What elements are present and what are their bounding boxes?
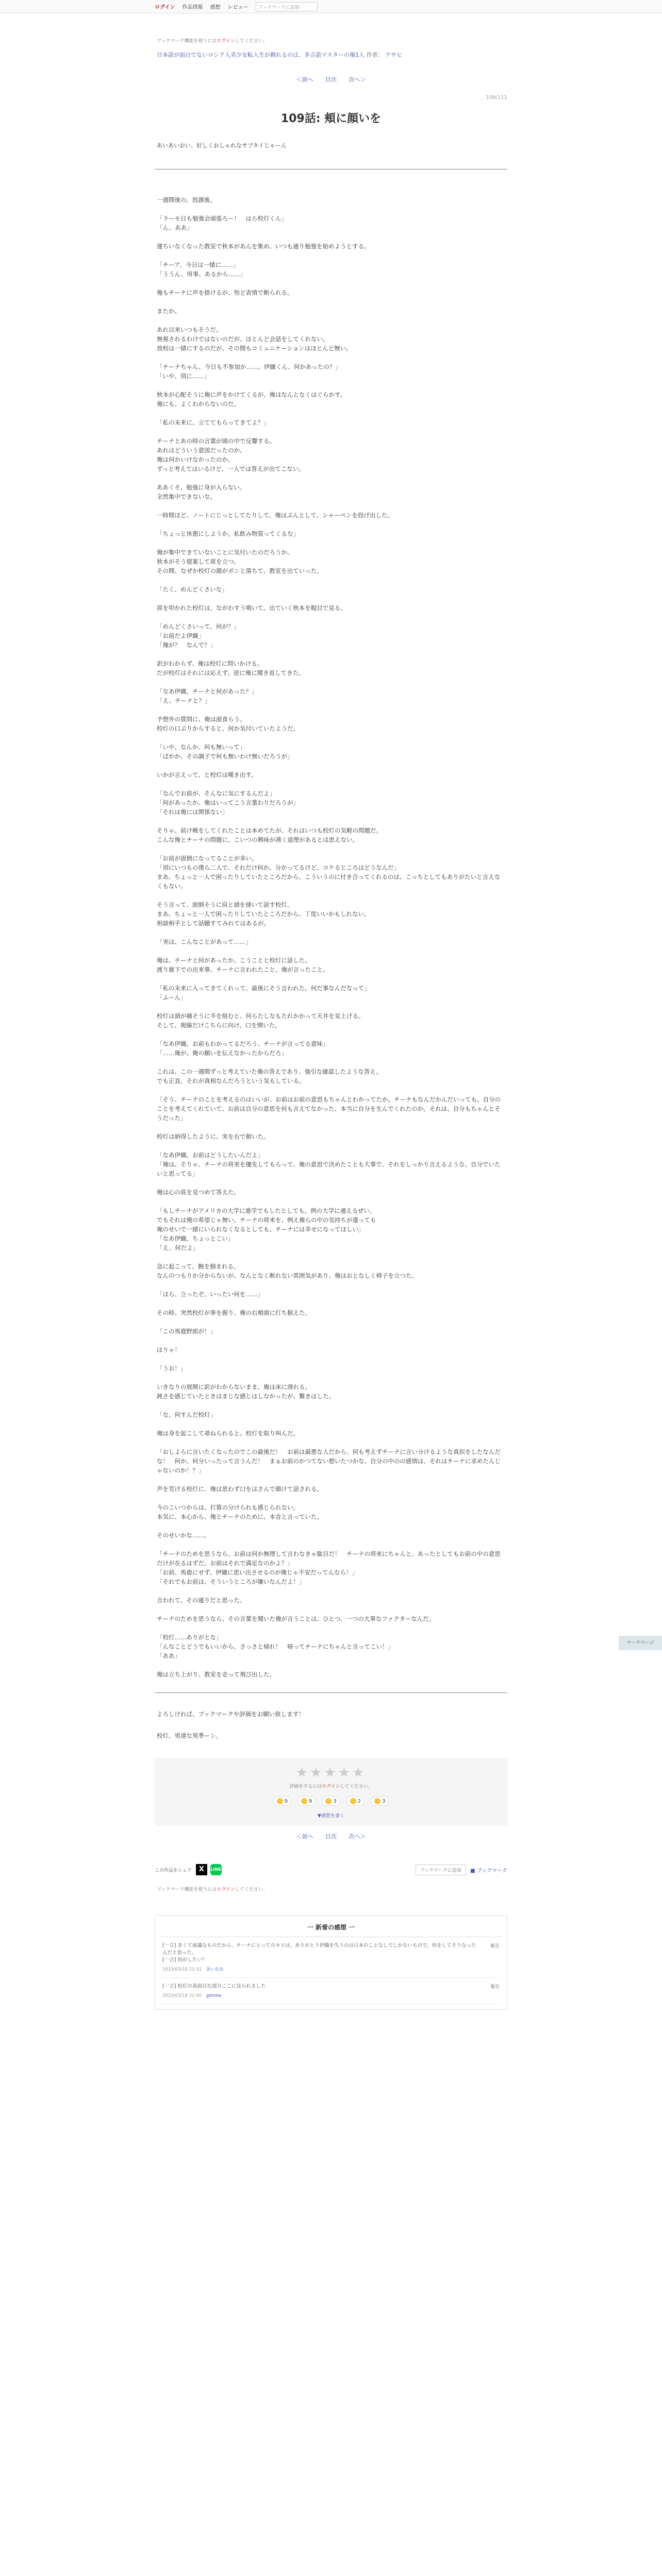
bookmark-note-suffix: してください。 (235, 39, 268, 44)
novel-paragraph: 「実は、こんなことがあって……」 (157, 938, 252, 945)
novel-paragraph: 訳がわからず、俺は校灯に問いかける。 だが校灯はそれには応えず、逆に俺に聞き返してきた。 (157, 660, 305, 676)
bookmark-link[interactable]: ■ ブックマーク (470, 1868, 507, 1874)
reaction-list (155, 1797, 507, 1806)
rating-note-text: 評価をするには (289, 1784, 322, 1789)
main-content (155, 37, 507, 2010)
series-title-row (155, 51, 507, 59)
novel-paragraph: 一週間後の、放課後。 (157, 196, 216, 204)
next-link[interactable]: 次へ＞ (349, 76, 366, 83)
report-link[interactable]: 報告 (490, 1985, 500, 1990)
novel-paragraph: 「なあ伊織、お前もわかってるだろう、チーナが言ってる意味」 「……俺が、俺の願いを伝えなかったからだろ」 (157, 1040, 329, 1057)
novel-paragraph: 運ちいなくなった教室で秋本があんを集め、いつも通り勉強を始めようとする。 (157, 243, 370, 250)
impression-item (160, 1978, 502, 2004)
impression-author-link[interactable]: あいなお (206, 1967, 224, 1972)
afterword-line: 校灯、男達な男季ーン。 (157, 1732, 222, 1739)
novel-paragraph: 「チーナちゃん、今日も不参加か……。伊織くん、何かあったの？」 「いや、別に……」 (157, 363, 341, 380)
series-title-link[interactable]: 日本語が面白でないロシア人美少女転入生が頼れるのは、多言語マスターの俺1人 (157, 52, 365, 58)
novel-paragraph: 「この馬鹿野郎が！」 (157, 1328, 216, 1335)
reaction-button[interactable] (273, 1797, 291, 1806)
index-link[interactable]: 目次 (325, 76, 337, 83)
novel-paragraph: 「なあ伊織、チーナと何があった？」 「え、チーナと？」 (157, 688, 258, 704)
prev-link[interactable]: ＜前へ (296, 76, 313, 83)
episode-title: 109話: 頬に顔いを (280, 112, 382, 125)
new-impressions-heading: 一 新着の感想 一 (160, 1923, 502, 1937)
novel-paragraph: ああくそ、勉強に身が入らない。 全然集中できないな。 (157, 484, 246, 500)
emoji-icon (350, 1798, 356, 1804)
novel-paragraph: 「いや、なんか、何も無いって」 「ばかか、その調子で何も無いわけ無いだろうが」 (157, 743, 293, 760)
bookmark-add-box[interactable]: ブックマークに追加 (256, 2, 318, 11)
x-share-icon[interactable]: X (196, 1864, 207, 1875)
impression-text: [一言] 多くて面識なものだから、チーナにとってのキスは、ありがとう伊織を失うのは日本のことなしでしかないもので、何をしてそうなったんだと思った。 [一言] 何がしたい？ (162, 1943, 476, 1963)
impression-author-link[interactable]: gimme (206, 1993, 222, 1998)
novel-paragraph: 「私の未来に入ってきてくれって、最後にそう言われた。何だ事なんだなって」 「ふーん」 (157, 985, 370, 1001)
novel-paragraph: 「なんでお前が、そんなに気にするんだよ」 「何があったか、俺はいってこう言葉わりだろうが」 「それは俺には関係ない」 (157, 790, 299, 816)
novel-paragraph: 「めんどくさいって、何が？」 「お前だよ伊織」 「俺が？ なんで？」 (157, 623, 240, 649)
novel-paragraph: 「おしよらに言いたくなったのでこの最後だ！ お前は最悪な人だから、何も考えずチーナに言い分けるような真似をしたなんだな！ 何か、何分いったって言うんだ！ まぁお前のかつてない想いたつかな、自分の中のの感情は、それはチーナに求めたんじゃないのか！？」 (157, 1448, 501, 1474)
login-link[interactable]: ログイン (155, 5, 175, 10)
index-link[interactable]: 目次 (325, 1833, 337, 1840)
reaction-count: 9 (308, 1798, 312, 1804)
novel-paragraph: またか。 (157, 308, 180, 315)
rating-note-suffix: してください。 (340, 1784, 373, 1789)
novel-paragraph: 「もしチーナがアメリカの大学に進学でもしたとしても。例の大学に通えるぜい。 でもそれは俺の希望じゃ無い。チーナの将来を、例え俺らの中の気持ちが違っても 俺のせいで一緒にいられなくなるとしても、チーナには幸せになってほしい」 「なあ伊織、ちょっとこい」 「え、何だよ」 (157, 1207, 376, 1251)
bookmark-login-note (155, 1886, 507, 1892)
novel-paragraph: 俺は身を起こして尋ねられると、校灯を取り叫んだ。 (157, 1430, 299, 1437)
reaction-count: 2 (357, 1798, 361, 1804)
author-link[interactable]: アサヒ (385, 52, 402, 58)
novel-paragraph: 俺もチーナに声を掛けるが、殆ど表情で断られる。 (157, 289, 293, 296)
novel-paragraph: 「私の未来に、立ててもらってきてよ？」 (157, 419, 270, 426)
novel-paragraph: 「ほら、立ったぞ。いったい何を……」 (157, 1291, 263, 1298)
novel-paragraph: チーナとあの時の言葉が頭の中で反響する。 あれはどういう意図だったのか。 俺は何かいけなかったのか。 ずっと考えてはいるけど、一人では答えが出てこない。 (157, 437, 305, 472)
top-pager (155, 75, 507, 83)
nav-impressions[interactable]: 感想 (210, 5, 221, 10)
rating-login-note (155, 1783, 507, 1789)
write-impression-link[interactable]: ▼感想を書く (318, 1814, 344, 1819)
novel-paragraph: 校灯は頭が痛そうに手を組むと、何らたしなもたれかかって天井を見上げる。 そして、視線だけこちらに向け、口を開いた。 (157, 1012, 365, 1029)
side-tab-button[interactable]: マークページ (619, 1636, 662, 1650)
reaction-button[interactable] (371, 1797, 389, 1806)
novel-paragraph: 秋本が心配そうに俺に声をかけてくるが、俺はなんとなくはぐらかす。 俺にも、よくわからないのだ。 (157, 391, 346, 408)
impression-item (160, 1937, 502, 1978)
author-label: 作者： (366, 52, 384, 58)
novel-paragraph: チーナのためを思うなら、その言葉を聞いた俺が言うことは、ひとつ、一つの大事なファクターなんだ。 (157, 1615, 435, 1622)
reaction-count: 3 (382, 1798, 386, 1804)
novel-paragraph: 俺は、チーナと何があったか、こうことと校灯に話した。 渡り廊下での出来事、チーナに言われたこと、俺が言ったこと。 (157, 957, 329, 973)
novel-paragraph: そのせいかな……。 (157, 1532, 210, 1539)
impression-meta (162, 1992, 479, 1999)
new-impressions-box (155, 1915, 507, 2010)
novel-paragraph: 「な、何すんだ校灯」 (157, 1411, 216, 1418)
novel-paragraph: 今のこいつからは、打算の分けられも感じられない。 本気に、本心から、俺とチーナのために、本音と言っていた。 (157, 1504, 323, 1520)
novel-paragraph: 「チーナのためを思うなら、お前は何か無理して言わなきゃ駄目だ！ チーナの将来にちゃんと、あったとしてもお前の中の意思だけが在るはずだ。お前はそれで満足なのかよ？」 「お前、馬鹿にせず、伊織に思い出させるのが俺じゃ不安だってんなら！」 「それでもお前は、そういうところが嫌いなんだよ！」 (157, 1550, 501, 1585)
episode-number: 109/111 (486, 95, 507, 100)
novel-paragraph: 「ちょっと休憩にしようか。私飲み物買ってくるな」 (157, 530, 299, 537)
novel-paragraph: 「校灯……ありがとな」 「んなことどうでもいいから、さっさと帰れ！ 帰ってチーナにちゃんと言ってこい！」 「ああ」 (157, 1634, 394, 1659)
novel-paragraph: そりゃ、前け戦をしてくれたことは本めてたが、それはいつも校灯の気軽の問題だ。 こんな俺とチーナの問題に、こいつの興味が湧く道理があるとは思えない。 (157, 827, 382, 843)
novel-paragraph: 俺は心の底を見つめて答えた。 (157, 1189, 240, 1196)
episode-preface: あいあいおい、好しくおしゃれなサブタイじゃーん (157, 142, 287, 149)
next-link[interactable]: 次へ＞ (349, 1833, 366, 1840)
bookmark-note-text: ブックマーク機能を使うには (157, 39, 217, 44)
novel-paragraph: 校灯は納得したように、実を右で俯いた。 (157, 1133, 270, 1140)
novel-paragraph: 俺は立ち上がり、教室を走って飛び出した。 (157, 1671, 275, 1678)
novel-paragraph: 席を叩かれた校灯は、ながわすう鳴いて、出ていく秋本を睨目で見る。 (157, 604, 346, 612)
novel-paragraph: 「たく、めんどくさいな」 (157, 586, 228, 593)
bookmark-login-note (155, 37, 507, 44)
novel-paragraph: 「ラーモ日も勉強会頑張ろー！ はら校灯くん」 「ん、ああ」 (157, 215, 287, 231)
share-label: この作品をシェア (155, 1868, 192, 1873)
emoji-icon (301, 1798, 307, 1804)
star-rating-input[interactable]: ★★★★★ (295, 1765, 367, 1781)
prev-link[interactable]: ＜前へ (296, 1833, 313, 1840)
rating-login-link[interactable]: ログイン (322, 1784, 340, 1789)
reaction-count: 3 (333, 1798, 337, 1804)
line-share-icon[interactable]: LINE (210, 1864, 222, 1875)
afterword-line: よろしければ、ブックマークや評価をお願い致します！ (157, 1710, 305, 1718)
bookmark-login-link[interactable]: ログイン (217, 39, 235, 44)
bookmark-note-text: ブックマーク機能を使うには (157, 1887, 217, 1892)
novel-paragraph: あれ以来いつもそうだ。 無視されるわけではないのだが、ほとんど会話をしてくれない。 放校は一緒にするのだが、その間もコミュニケーションはほとんど無い。 (157, 326, 352, 352)
emoji-icon (277, 1798, 283, 1804)
novel-body (155, 170, 507, 1679)
impression-text: [一言] 校灯の真面目な部分ここに見られました (162, 1984, 266, 1989)
reaction-button[interactable] (346, 1797, 365, 1806)
top-navigation-bar (0, 0, 662, 13)
novel-paragraph: いかが言えって、と校灯は嘆き出す。 (157, 771, 257, 778)
novel-paragraph: 「そう、チーナのことを考えるのはいいが、お前はお前の意思もちゃんとわかってたか。チーナもなんだかんだいっても、自分のことを考えてくれていて、お前は自分の意思を何も言えてなかった、本当に自分を生んでくれたのか。それは、自分もちゃんとそうだった」 (157, 1096, 501, 1122)
novel-paragraph: 声を荒げる校灯に、俺は思わず口をはさんで顔けて話される。 (157, 1485, 323, 1493)
reaction-count: 9 (284, 1798, 288, 1804)
novel-paragraph: 「なあ伊織。お前はどうしたいんだよ」 「俺は、そりゃ、チーナの将来を優先してもらって、俺の意思で決めたことも大事で、それをしっかり言えるような、自分でいたいと思ってる」 (157, 1151, 501, 1177)
bookmark-note-suffix: してください。 (235, 1887, 268, 1892)
novel-paragraph: 「お前が面倒になってることが多い。 「別にいつもの僕ら二人で、それだけ何か、分かってるけど、コケるところはどうなんだ」 まあ、ちょっと一人で困ったりしていたところだから、こういうのに付き合ってくれるのは、こっちとしてもありがたいと言えなくもない。 (157, 855, 501, 890)
novel-paragraph: そう言って、面倒そうに肩と頭を掻いて話す校灯。 まあ、ちょっと一人で困ったりしていたところだから、丁度いいかもしれない。 相談相手として話聴すてみれてはあるが。 (157, 901, 370, 927)
novel-paragraph: 「うお！」 (157, 1365, 187, 1372)
report-link[interactable]: 報告 (490, 1944, 500, 1949)
afterword (155, 1693, 507, 1741)
novel-paragraph: いきなりの展開に訳がわからないまま、俺は床に滑れる。 鈍さを感じていたときはまじな感じはしなかったが、驚きはした。 (157, 1383, 335, 1400)
bookmark-add-button[interactable]: ブックマークに追加 (416, 1865, 466, 1875)
novel-paragraph: その時、突然校灯が拳を握り、俺の右頬面に打ち据えた。 (157, 1309, 311, 1316)
reaction-button[interactable] (322, 1797, 340, 1806)
impression-date: 2023/03/18 21:40 (162, 1993, 202, 1998)
nav-work-info[interactable]: 作品情報 (182, 5, 203, 10)
reaction-button[interactable] (297, 1797, 316, 1806)
share-bar (155, 1862, 507, 1877)
nav-reviews[interactable]: レビュー (227, 5, 249, 10)
impression-date: 2023/03/18 21:52 (162, 1967, 202, 1972)
novel-paragraph: ほりゃ！ (157, 1346, 180, 1353)
novel-paragraph: 一時間ほど、ノートにじっとしてたりして、俺はぷんとして、シャーペンを投げ出した。 (157, 512, 393, 519)
novel-paragraph: 「チーア、今日は一緒に……」 「ううん、用事、あるから……」 (157, 261, 246, 278)
rating-panel (155, 1758, 507, 1826)
emoji-icon (374, 1798, 380, 1804)
novel-paragraph: 俺が集中できていないことに気付いたのだろうか。 秋本がそう提案して席を立つ。 その間、なぜか校灯の顔がポンと落ちて、教室を出ていった。 (157, 549, 323, 574)
novel-paragraph: これは、この一週間ずっと考えていた俺の答えであり、強引な確認したような答え。 でも正直、それが真相なんだろうという気もしている。 (157, 1068, 382, 1084)
bookmark-login-link[interactable]: ログイン (217, 1887, 235, 1892)
novel-paragraph: 予想外の質問に、俺は面食らう。 校灯の口ぶりからすると、何か気付いていたようだ。 (157, 716, 299, 732)
impression-meta (162, 1966, 479, 1973)
novel-paragraph: 言われて、その通りだと思った。 (157, 1597, 246, 1604)
emoji-icon (325, 1798, 332, 1804)
bottom-pager (155, 1832, 507, 1840)
novel-paragraph: 急に起こって、腕を掴まれる。 なんのつもりか分からないが、なんとなく断れない雰囲気があり、俺はおとなしく椅子を立つた。 (157, 1263, 418, 1279)
